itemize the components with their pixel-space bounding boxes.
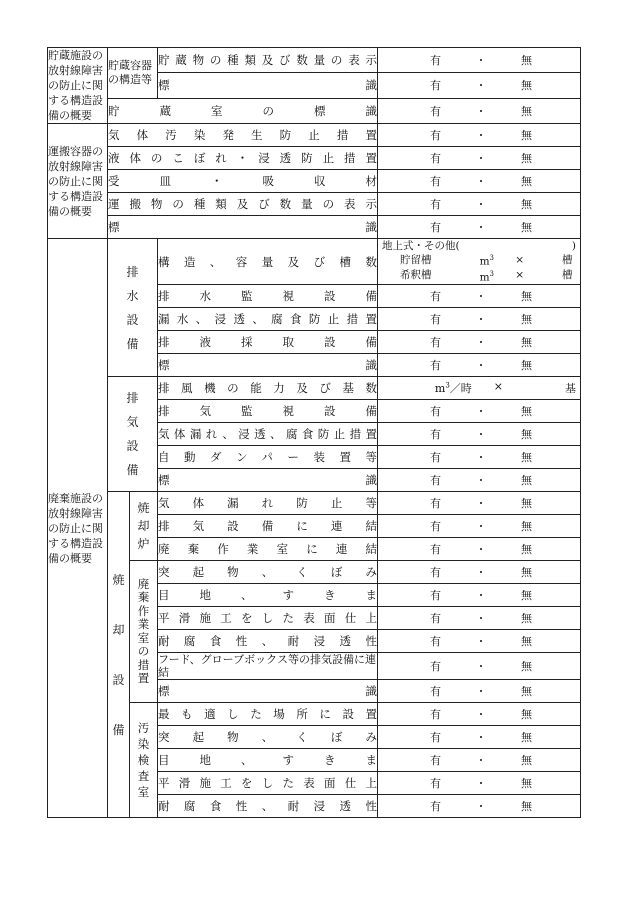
option-yes[interactable]: 有 (430, 451, 441, 464)
yes-no-choice[interactable] (378, 749, 581, 772)
yes-no-choice[interactable] (378, 469, 581, 492)
option-dot: ・ (475, 198, 487, 211)
furnace-item: 廃棄作業室に連結 (158, 538, 378, 561)
table-row (48, 147, 581, 170)
yes-no-choice[interactable] (378, 170, 581, 193)
option-dot: ・ (475, 708, 487, 721)
option-yes[interactable]: 有 (430, 708, 441, 721)
option-yes[interactable]: 有 (430, 754, 441, 767)
table-row (48, 98, 581, 123)
option-dot: ・ (475, 777, 487, 790)
option-yes[interactable]: 有 (430, 543, 441, 556)
table-row (48, 170, 581, 193)
option-no[interactable]: 無 (521, 359, 532, 372)
option-no[interactable]: 無 (521, 474, 532, 487)
option-no[interactable]: 無 (521, 777, 532, 790)
inspection-room-label: 汚 染 検 査 室 (130, 703, 158, 818)
exhaust-item: 気体漏れ、浸透、腐食防止措置 (158, 423, 378, 446)
option-no[interactable]: 無 (521, 497, 532, 510)
option-yes[interactable]: 有 (430, 175, 441, 188)
yes-no-choice[interactable] (378, 423, 581, 446)
option-yes[interactable]: 有 (430, 359, 441, 372)
incineration-group-label: 焼 却 設 備 (108, 492, 130, 818)
option-dot: ・ (475, 566, 487, 579)
option-dot: ・ (475, 129, 487, 142)
table-row (48, 216, 581, 239)
yes-no-choice[interactable] (378, 400, 581, 423)
inspection-item: 目地、すきま (158, 749, 378, 772)
option-no[interactable]: 無 (521, 79, 532, 93)
table-row (48, 492, 581, 515)
exhaust-item: 自動ダンパー装置等 (158, 446, 378, 469)
drainage-item: 標識 (158, 354, 378, 377)
option-no[interactable]: 無 (521, 54, 532, 68)
option-no[interactable]: 無 (521, 708, 532, 721)
option-yes[interactable]: 有 (430, 566, 441, 579)
workroom-item: 突起物、くぼみ (158, 561, 378, 584)
transport-item: 受皿・吸収材 (108, 170, 378, 193)
drainage-group-label: 排 水 設 備 (108, 239, 158, 377)
option-dot: ・ (475, 520, 487, 533)
option-dot: ・ (475, 635, 487, 648)
transport-section-label: 運搬容器の放射線障害の防止に関する構造設備の概要 (48, 124, 108, 239)
disposal-section-label: 廃棄施設の放射線障害の防止に関する構造設備の概要 (48, 239, 108, 818)
facility-structure-form (47, 47, 580, 818)
option-dot: ・ (475, 660, 487, 673)
yes-no-choice[interactable] (378, 515, 581, 538)
table-row (48, 193, 581, 216)
option-no[interactable]: 無 (521, 152, 532, 165)
drainage-item: 漏水、浸透、腐食防止措置 (158, 308, 378, 331)
option-dot: ・ (475, 54, 487, 68)
option-yes[interactable]: 有 (430, 800, 441, 813)
option-yes[interactable]: 有 (430, 428, 441, 441)
workroom-item: 標識 (158, 680, 378, 703)
option-dot: ・ (475, 313, 487, 326)
table-row (48, 48, 581, 73)
option-no[interactable]: 無 (521, 221, 532, 234)
option-dot: ・ (475, 221, 487, 234)
exhaust-item: 排気監視設備 (158, 400, 378, 423)
option-dot: ・ (475, 497, 487, 510)
option-dot: ・ (475, 474, 487, 487)
option-yes[interactable]: 有 (430, 635, 441, 648)
option-no[interactable]: 無 (521, 428, 532, 441)
exhaust-item: 標識 (158, 469, 378, 492)
option-yes[interactable]: 有 (430, 79, 441, 93)
option-yes[interactable]: 有 (430, 497, 441, 510)
option-no[interactable]: 無 (521, 336, 532, 349)
storage-section-label: 貯蔵施設の放射線障害の防止に関する構造設備の概要 (48, 48, 108, 124)
yes-no-choice[interactable] (378, 653, 581, 680)
transport-item: 気体汚染発生防止措置 (108, 124, 378, 147)
table-row (48, 239, 581, 285)
exhaust-group-label: 排 気 設 備 (108, 377, 158, 492)
option-yes[interactable]: 有 (430, 129, 441, 142)
table-row (48, 377, 581, 400)
option-yes[interactable]: 有 (430, 612, 441, 625)
yes-no-choice[interactable] (378, 446, 581, 469)
workroom-item: 耐腐食性、耐浸透性 (158, 630, 378, 653)
option-no[interactable]: 無 (521, 520, 532, 533)
option-no[interactable]: 無 (521, 754, 532, 767)
option-no[interactable]: 無 (521, 731, 532, 744)
option-dot: ・ (475, 800, 487, 813)
storage-container-label: 貯蔵容器の構造等 (108, 48, 158, 99)
workroom-label: 廃 棄 作 業 室 の 措 置 (130, 561, 158, 703)
yes-no-choice[interactable] (378, 492, 581, 515)
option-dot: ・ (475, 336, 487, 349)
option-dot: ・ (475, 428, 487, 441)
option-yes[interactable]: 有 (430, 405, 441, 418)
option-no[interactable]: 無 (521, 451, 532, 464)
transport-item: 標識 (108, 216, 378, 239)
option-yes[interactable]: 有 (430, 589, 441, 602)
option-dot: ・ (475, 685, 487, 698)
yes-no-choice[interactable] (378, 772, 581, 795)
option-dot: ・ (475, 104, 487, 118)
option-yes[interactable]: 有 (430, 731, 441, 744)
drainage-capacity-field[interactable]: 地上式・その他( ) 貯留槽 $m^3$ × 槽 希釈槽 $m^3$ × 槽 (378, 239, 581, 285)
yes-no-choice[interactable] (378, 124, 581, 147)
drainage-item: 排液採取設備 (158, 331, 378, 354)
option-yes[interactable]: 有 (430, 313, 441, 326)
option-dot: ・ (475, 152, 487, 165)
option-yes[interactable]: 有 (430, 104, 441, 118)
inspection-item: 耐腐食性、耐浸透性 (158, 795, 378, 818)
option-yes[interactable]: 有 (430, 336, 441, 349)
yes-no-choice[interactable] (378, 193, 581, 216)
option-dot: ・ (475, 731, 487, 744)
option-dot: ・ (475, 543, 487, 556)
furnace-item: 排気設備に連結 (158, 515, 378, 538)
table-row (48, 124, 581, 147)
yes-no-choice[interactable] (378, 584, 581, 607)
inspection-item: 平滑施工をした表面仕上 (158, 772, 378, 795)
option-no[interactable]: 無 (521, 198, 532, 211)
option-no[interactable]: 無 (521, 685, 532, 698)
yes-no-choice[interactable] (378, 147, 581, 170)
yes-no-choice[interactable] (378, 331, 581, 354)
yes-no-choice[interactable] (378, 354, 581, 377)
yes-no-choice[interactable] (378, 216, 581, 239)
yes-no-choice[interactable] (378, 630, 581, 653)
yes-no-choice[interactable] (378, 726, 581, 749)
option-yes[interactable]: 有 (430, 198, 441, 211)
option-no[interactable]: 無 (521, 405, 532, 418)
option-yes[interactable]: 有 (430, 152, 441, 165)
storage-item: 標識 (158, 73, 378, 98)
yes-no-choice[interactable] (378, 538, 581, 561)
transport-item: 液体のこぼれ・浸透防止措置 (108, 147, 378, 170)
option-no[interactable]: 無 (521, 660, 532, 673)
option-dot: ・ (475, 612, 487, 625)
storage-item: 貯蔵物の種類及び数量の表示 (158, 48, 378, 73)
option-dot: ・ (475, 451, 487, 464)
yes-no-choice[interactable] (378, 680, 581, 703)
option-yes[interactable]: 有 (430, 474, 441, 487)
option-no[interactable]: 無 (521, 129, 532, 142)
drainage-capacity-item: 構造、容量及び槽数 (158, 239, 378, 285)
option-no[interactable]: 無 (521, 175, 532, 188)
storage-item: 貯蔵室の標識 (108, 98, 378, 123)
furnace-label: 焼 却 炉 (130, 492, 158, 561)
option-no[interactable]: 無 (521, 313, 532, 326)
workroom-item: 目地、すきま (158, 584, 378, 607)
option-yes[interactable]: 有 (430, 290, 441, 303)
option-yes[interactable]: 有 (430, 221, 441, 234)
option-yes[interactable]: 有 (430, 777, 441, 790)
option-dot: ・ (475, 79, 487, 93)
furnace-item: 気体漏れ防止等 (158, 492, 378, 515)
option-no[interactable]: 無 (521, 543, 532, 556)
option-yes[interactable]: 有 (430, 54, 441, 68)
option-no[interactable]: 無 (521, 104, 532, 118)
option-yes[interactable]: 有 (430, 660, 441, 673)
option-dot: ・ (475, 290, 487, 303)
option-yes[interactable]: 有 (430, 685, 441, 698)
exhaust-fan-item: 排風機の能力及び基数 (158, 377, 378, 400)
structure-table (47, 47, 581, 818)
inspection-item: 最も適した場所に設置 (158, 703, 378, 726)
workroom-item: 平滑施工をした表面仕上 (158, 607, 378, 630)
yes-no-choice[interactable] (378, 98, 581, 123)
option-dot: ・ (475, 359, 487, 372)
drainage-item: 排水監視設備 (158, 285, 378, 308)
yes-no-choice[interactable] (378, 285, 581, 308)
option-dot: ・ (475, 589, 487, 602)
option-dot: ・ (475, 405, 487, 418)
exhaust-fan-field[interactable]: $m^3/$時 × 基 (378, 377, 581, 400)
yes-no-choice[interactable] (378, 73, 581, 98)
workroom-item: フード、グローブボックス等の排気設備に連結 (158, 653, 377, 679)
inspection-item: 突起物、くぼみ (158, 726, 378, 749)
yes-no-choice[interactable] (378, 703, 581, 726)
option-dot: ・ (475, 175, 487, 188)
yes-no-choice[interactable] (378, 308, 581, 331)
option-no[interactable]: 無 (521, 290, 532, 303)
option-no[interactable]: 無 (521, 635, 532, 648)
transport-item: 運搬物の種類及び数量の表示 (108, 193, 378, 216)
yes-no-choice[interactable] (378, 48, 581, 73)
option-no[interactable]: 無 (521, 566, 532, 579)
option-yes[interactable]: 有 (430, 520, 441, 533)
option-no[interactable]: 無 (521, 589, 532, 602)
yes-no-choice[interactable] (378, 561, 581, 584)
option-no[interactable]: 無 (521, 612, 532, 625)
yes-no-choice[interactable] (378, 795, 581, 818)
option-no[interactable]: 無 (521, 800, 532, 813)
option-dot: ・ (475, 754, 487, 767)
yes-no-choice[interactable] (378, 607, 581, 630)
